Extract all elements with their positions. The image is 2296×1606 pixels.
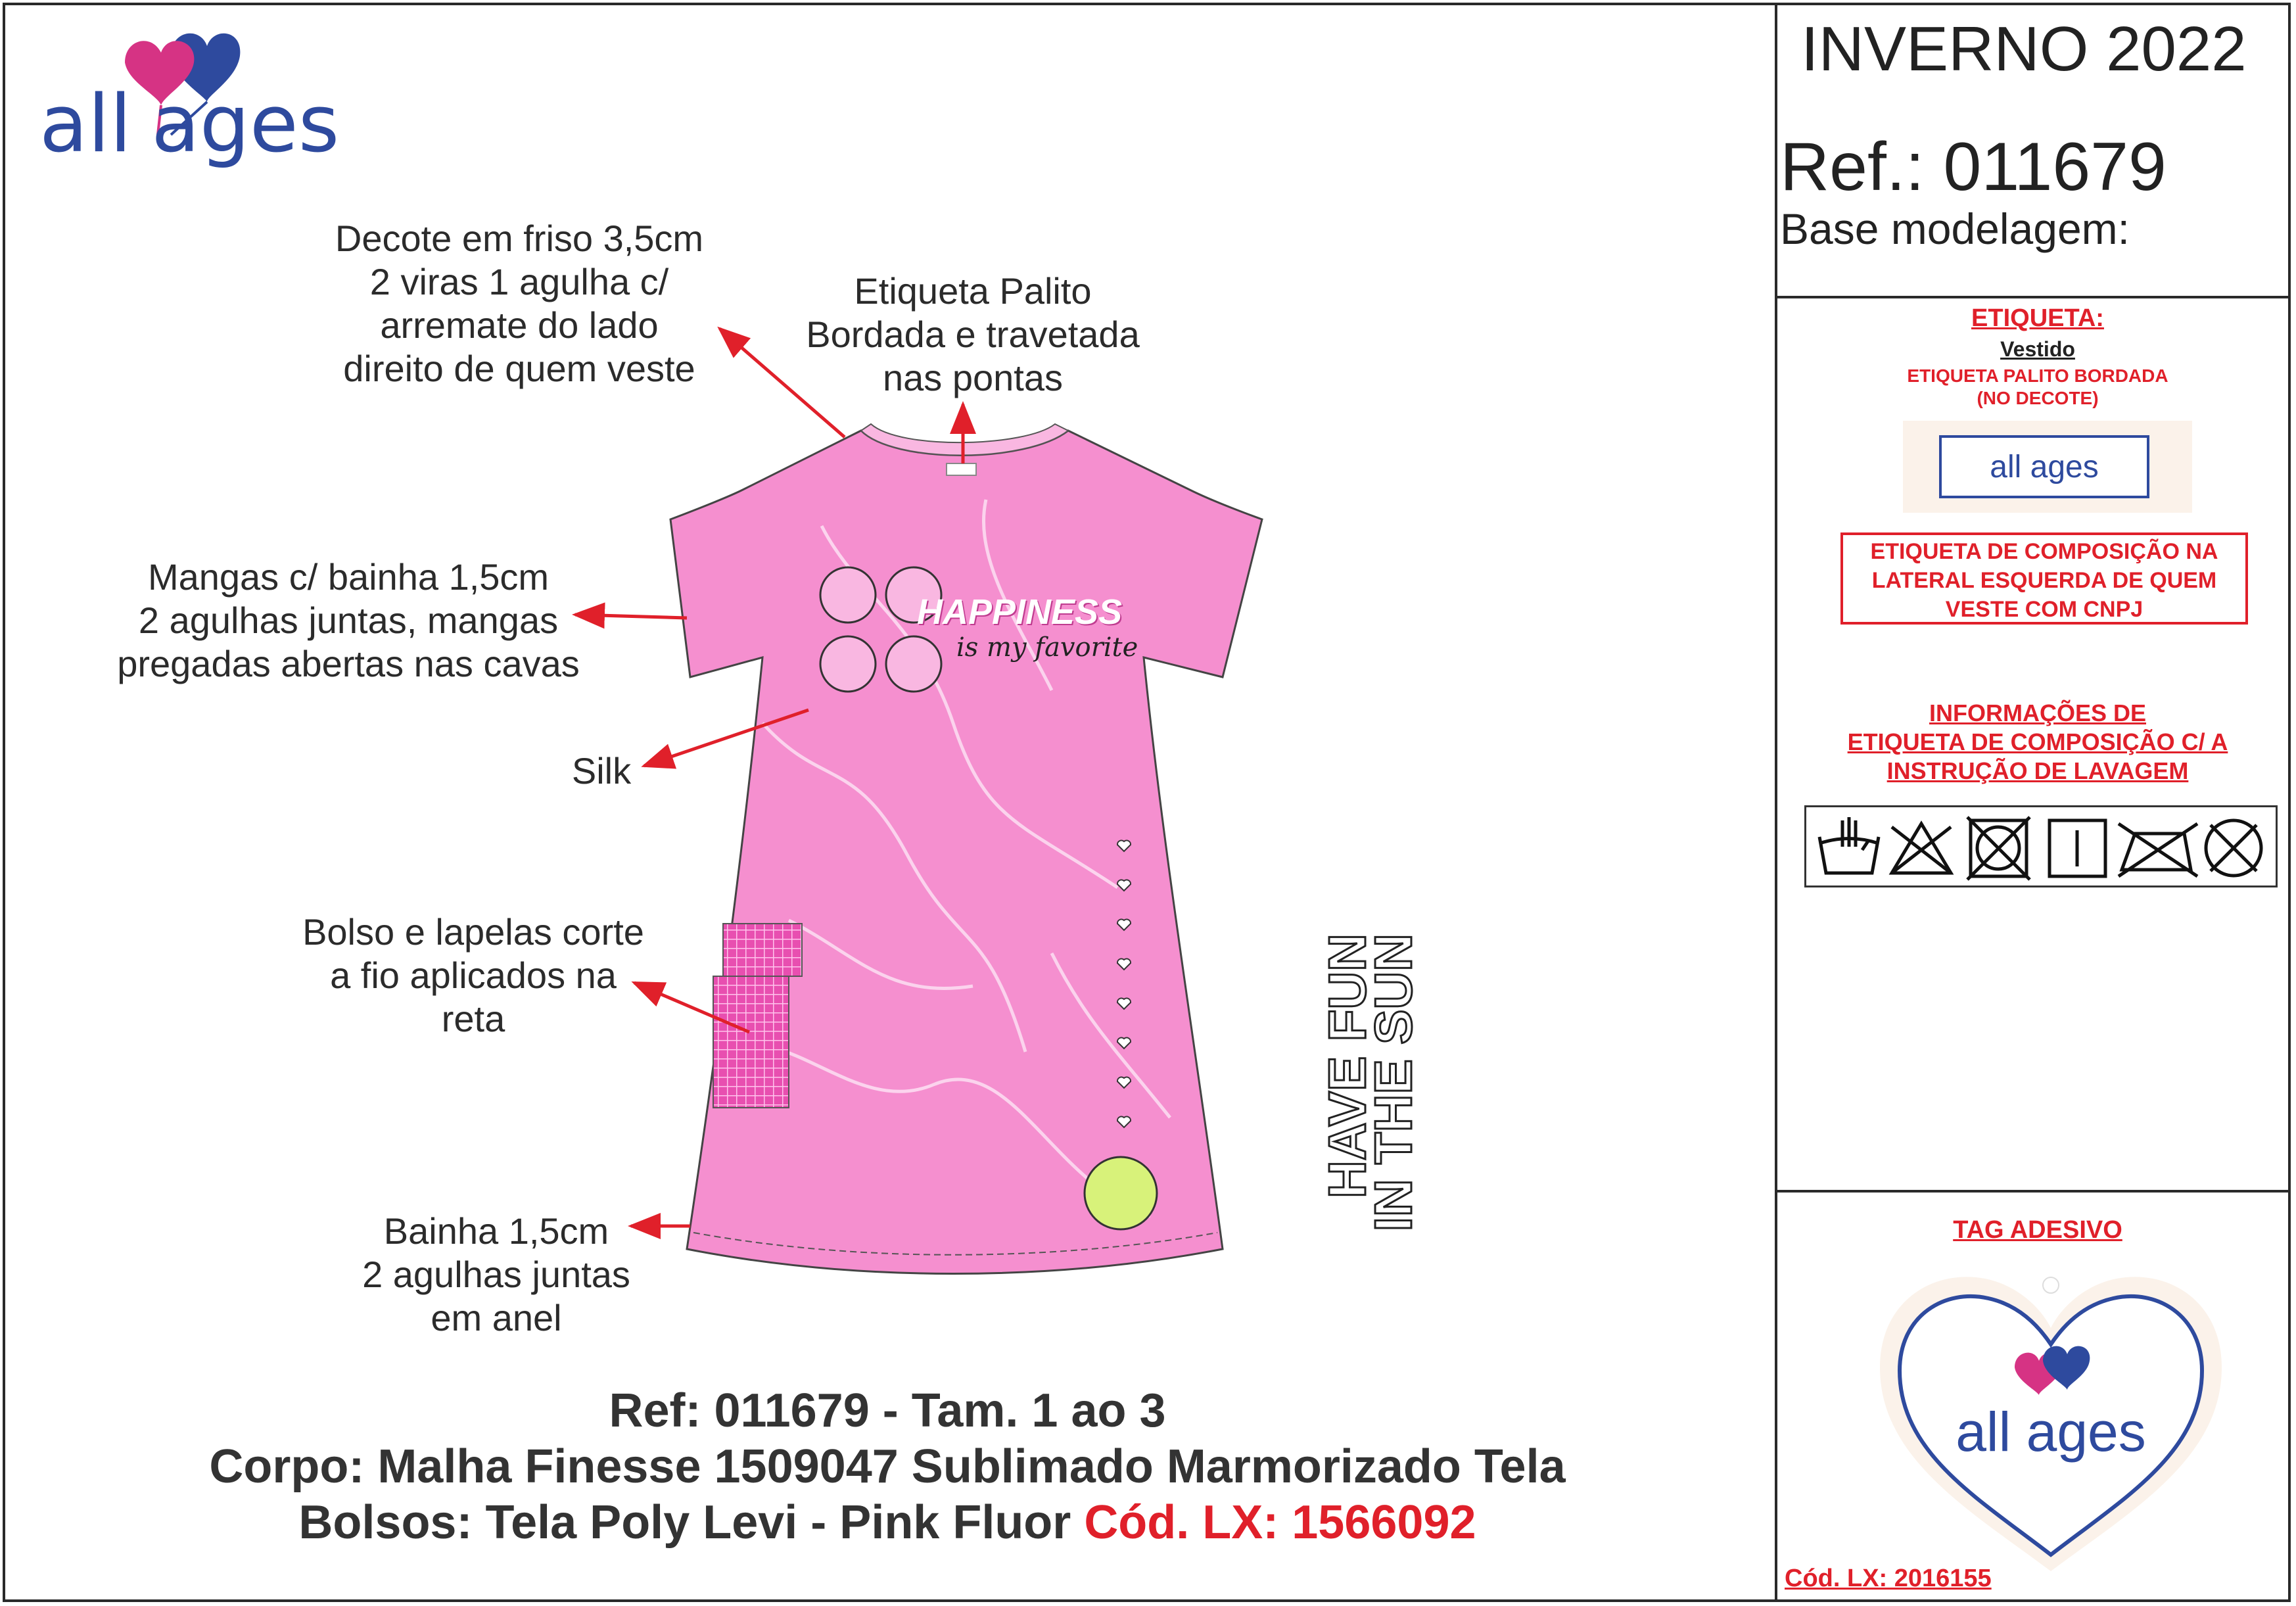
no-iron-icon [2119,824,2197,876]
panel-divider-2 [1775,1190,2291,1193]
care-info-title: INFORMAÇÕES DE ETIQUETA DE COMPOSIÇÃO C/ A INSTRUÇÃO DE LAVAGEM [1847,699,2228,784]
label-description: ETIQUETA PALITO BORDADA (NO DECOTE) [1907,366,2168,408]
tag-sticker-code: Cód. LX: 2016155 [1785,1565,1992,1592]
annotation-hem: Bainha 1,5cm 2 agulhas juntas em anel [362,1210,630,1338]
care-symbols-box [1804,805,2278,887]
label-section-title: ETIQUETA: [1971,304,2104,332]
print-have-fun: HAVE FUN IN THE SUN [1318,933,1422,1232]
print-happiness: HAPPINESS is my favorite [917,592,1138,663]
annotation-neckline: Decote em friso 3,5cm 2 viras 1 agulha c/ arremate do lado direito de quem veste [335,218,704,389]
base-modeling-label: Base modelagem: [1780,204,2130,253]
panel-divider-1 [1775,296,2291,298]
label-section-subtitle: Vestido [2000,337,2075,361]
reference-number: Ref.: 011679 [1780,129,2167,205]
composition-label-box: ETIQUETA DE COMPOSIÇÃO NA LATERAL ESQUERDA DE QUEM VESTE COM CNPJ [1840,532,2248,625]
panel-divider [1775,3,1777,1602]
footer-pocket-line: Bolsos: Tela Poly Levi - Pink Fluor Cód. LX: 1566092 [298,1496,1476,1549]
tag-sticker-title: TAG ADESIVO [1953,1216,2122,1244]
dress-body [670,431,1262,1274]
brand-name-ages: ages [151,79,340,170]
heart-tag-sticker: all ages [1873,1262,2228,1578]
line-dry-icon [2050,820,2105,876]
annotation-pocket: Bolso e lapelas corte a fio aplicados na reta [302,911,644,1039]
no-tumble-dry-icon [1967,817,2030,880]
no-dry-clean-icon [2206,820,2261,876]
brand-label-sample: all ages [1903,421,2192,513]
annotation-sleeves: Mangas c/ bainha 1,5cm 2 agulhas juntas, mangas pregadas abertas nas cavas [117,556,580,684]
season-title: INVERNO 2022 [1801,14,2247,84]
hand-wash-icon [1819,817,1879,873]
footer-ref-line: Ref: 011679 - Tam. 1 ao 3 [609,1384,1166,1437]
footer-body-line: Corpo: Malha Finesse 1509047 Sublimado Marmorizado Tela [209,1440,1566,1493]
annotation-silk: Silk [571,750,632,791]
annotation-label-tag: Etiqueta Palito Bordada e travetada nas pontas [806,270,1140,398]
brand-name-all: all [39,79,132,170]
no-bleach-icon [1892,824,1951,873]
